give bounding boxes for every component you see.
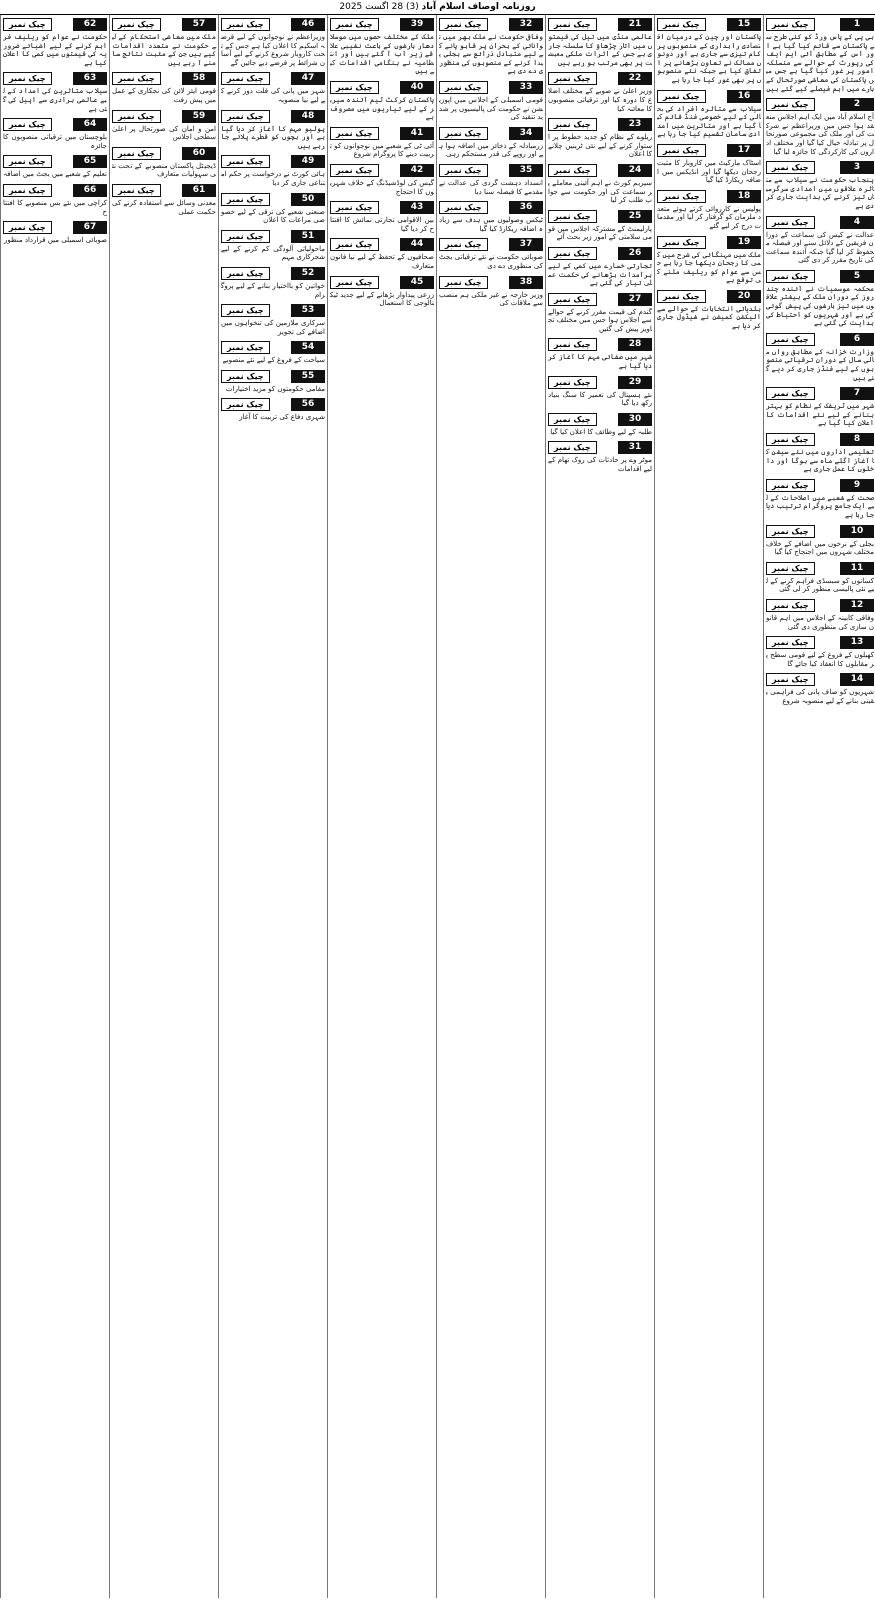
- notice-text: مقامی حکومتوں کو مزید اختیارات: [225, 384, 325, 393]
- notice-label: چیک نمبر: [330, 201, 379, 214]
- notice-text: ملک کے مختلف حصوں میں موسلا دھار بارشوں کے باعث نشیبی علاقے زیر آب آ گئے ہیں اور انتظامیہ نے ہنگامی اقدامات کیے ہیں: [330, 33, 434, 76]
- notice-number: 10: [840, 525, 874, 538]
- notice-item: [1, 115, 109, 152]
- notice-text: پنجاب حکومت نے سیلاب سے متاثرہ علاقوں میں امدادی سرگرمیاں تیز کرنے کی ہدایت جاری کر دی ہے: [766, 176, 874, 210]
- notice-item: [546, 115, 654, 161]
- notice-item: [219, 301, 327, 338]
- notice-label: چیک نمبر: [3, 118, 52, 131]
- notice-item: [655, 187, 763, 233]
- notice-item: [764, 15, 875, 95]
- notice-item: [764, 559, 875, 596]
- notice-text: اسٹاک مارکیٹ میں کاروبار کا مثبت رجحان دیکھا گیا اور انڈیکس میں اضافہ ریکارڈ کیا گیا: [657, 158, 761, 185]
- notice-item: [110, 15, 218, 69]
- notice-item: [764, 430, 875, 476]
- notice-text: پولیو مہم کا آغاز کر دیا گیا ہے اور بچوں کو قطرے پلائے جا رہے ہیں: [221, 124, 325, 150]
- notice-number: 52: [291, 267, 325, 280]
- notice-item: [1, 69, 109, 115]
- notice-label: چیک نمبر: [221, 370, 270, 383]
- notice-item: [219, 264, 327, 301]
- notice-item: [764, 267, 875, 330]
- notice-text: کھیلوں کے فروغ کے لیے قومی سطح پر مقابلوں کا انعقاد کیا جائے گا: [766, 651, 874, 668]
- notice-label: چیک نمبر: [766, 98, 815, 111]
- notice-number: 12: [840, 599, 874, 612]
- notice-item: [764, 330, 875, 384]
- notice-text: صنعتی شعبے کی ترقی کے لیے خصوصی مراعات کا اعلان: [221, 207, 325, 225]
- notice-item: [437, 161, 545, 198]
- notice-text: ٹیکس وصولیوں میں ہدف سے زیادہ اضافہ ریکارڈ کیا گیا: [439, 216, 543, 233]
- notice-item: [437, 235, 545, 272]
- notice-label: چیک نمبر: [548, 118, 597, 131]
- notice-label: چیک نمبر: [766, 433, 815, 446]
- notice-label: چیک نمبر: [112, 147, 161, 160]
- notice-number: 64: [73, 118, 107, 131]
- notice-item: [546, 244, 654, 290]
- notice-label: چیک نمبر: [548, 413, 597, 426]
- notice-label: چیک نمبر: [766, 387, 815, 400]
- notice-text: آج اسلام آباد میں ایک اہم اجلاس منعقد ہوا جس میں وزیراعظم نے شرکت کی اور ملک کی مجموعی صورتحال پر تبادلہ خیال کیا گیا اور مختلف اداروں کی کارکردگی کا جائزہ لیا گیا: [766, 113, 874, 156]
- notice-number: 16: [727, 90, 761, 103]
- notice-number: 21: [618, 18, 652, 31]
- notice-number: 57: [182, 18, 216, 31]
- notice-item: [437, 124, 545, 161]
- notice-text: شہر میں صفائی مہم کا آغاز کر دیا گیا ہے: [548, 353, 652, 371]
- column-2: [654, 15, 763, 1598]
- notice-item: [110, 181, 218, 218]
- notice-label: چیک نمبر: [330, 81, 379, 94]
- notice-number: 18: [727, 190, 761, 203]
- notice-number: 45: [400, 276, 434, 289]
- notice-text: ماحولیاتی آلودگی کم کرنے کے لیے شجرکاری مہم: [221, 244, 325, 262]
- notice-text: سرکاری ملازمین کی تنخواہوں میں اضافے کی تجویز: [221, 319, 325, 336]
- notice-text: وزارت خزانہ کے مطابق رواں مالی سال کے دوران ترقیاتی منصوبوں کے لیے فنڈز جاری کر دیے گئے ہیں: [766, 347, 874, 382]
- column-1: [763, 15, 875, 1598]
- notice-item: [437, 78, 545, 124]
- notice-label: چیک نمبر: [439, 238, 488, 251]
- notice-item: [1, 15, 109, 69]
- notice-text: وفاقی حکومت نے ملک بھر میں توانائی کے بحران پر قابو پانے کے لیے متبادل ذرائع سے بجلی پیدا کرنے کے منصوبوں کی منظوری دے دی ہے: [439, 33, 543, 76]
- notice-label: چیک نمبر: [548, 72, 597, 85]
- column-5: [327, 15, 436, 1598]
- notice-number: 49: [291, 155, 325, 168]
- notice-number: 38: [509, 276, 543, 289]
- notice-text: گیس کی لوڈشیڈنگ کے خلاف شہریوں کا احتجاج: [330, 178, 434, 196]
- notice-label: چیک نمبر: [548, 338, 597, 351]
- notice-item: [219, 190, 327, 227]
- notice-label: چیک نمبر: [548, 293, 597, 306]
- notice-item: [328, 15, 436, 78]
- notice-number: 40: [400, 81, 434, 94]
- notice-number: 15: [727, 18, 761, 31]
- notice-item: [764, 384, 875, 430]
- notice-text: زرمبادلہ کے ذخائر میں اضافہ ہوا ہے اور روپے کی قدر مستحکم رہی: [439, 141, 543, 159]
- notice-number: 41: [400, 127, 434, 140]
- column-7: [109, 15, 218, 1598]
- notice-text: سیلاب متاثرین کی امداد کے لیے عالمی برادری سے اپیل کی گئی ہے: [3, 87, 107, 113]
- notice-label: چیک نمبر: [3, 72, 52, 85]
- issue-date: 28 اگست 2025: [339, 2, 404, 12]
- notice-label: چیک نمبر: [766, 525, 815, 538]
- notice-number: 59: [182, 110, 216, 123]
- notice-label: چیک نمبر: [548, 210, 597, 223]
- notice-text: ملک میں معاشی استحکام کے لیے حکومت نے متعدد اقدامات کیے ہیں جن کے مثبت نتائج سامنے آ رہے ہیں: [112, 33, 216, 67]
- notice-item: [1, 181, 109, 218]
- notice-label: چیک نمبر: [221, 193, 270, 206]
- notice-label: چیک نمبر: [3, 155, 52, 168]
- notice-number: 62: [73, 18, 107, 31]
- notice-number: 5: [840, 270, 874, 283]
- notice-number: 48: [291, 110, 325, 123]
- notice-number: 53: [291, 304, 325, 317]
- notice-number: 44: [400, 238, 434, 251]
- notice-item: [655, 15, 763, 87]
- notice-number: 29: [618, 376, 652, 389]
- notice-label: چیک نمبر: [548, 441, 597, 454]
- notice-item: [328, 161, 436, 198]
- notice-text: شہر میں ٹریفک کے نظام کو بہتر بنانے کے لیے نئے اقدامات کا اعلان کیا گیا ہے: [766, 402, 874, 428]
- notice-label: چیک نمبر: [221, 18, 270, 31]
- notice-text: صوبائی حکومت نے نئے ترقیاتی بجٹ کی منظوری دے دی: [439, 253, 543, 270]
- notice-number: 58: [182, 72, 216, 85]
- notice-text: قومی ایئر لائن کی نجکاری کے عمل میں پیش رفت: [112, 87, 216, 104]
- notice-text: حکومت نے عوام کو ریلیف فراہم کرنے کے لیے اشیائے ضروریہ کی قیمتوں میں کمی کا اعلان کیا ہے: [3, 33, 107, 67]
- notice-text: پاکستان اور چین کے درمیان اقتصادی راہداری کے منصوبوں پر کام تیزی سے جاری ہے اور دونوں ممالک نے تعاون بڑھانے پر اتفاق کیا ہے جبکہ نئے منصوبوں پر بھی غور کیا جا رہا ہے: [657, 33, 761, 84]
- notice-item: [219, 367, 327, 396]
- notice-item: [546, 410, 654, 439]
- notice-number: 27: [618, 293, 652, 306]
- notice-number: 25: [618, 210, 652, 223]
- notice-text: انسداد دہشت گردی کی عدالت نے مقدمے کا فیصلہ سنا دیا: [439, 178, 543, 196]
- notice-label: چیک نمبر: [221, 72, 270, 85]
- notice-text: وزیر خارجہ نے غیر ملکی ہم منصب سے ملاقات کی: [439, 290, 543, 308]
- notice-number: 2: [840, 98, 874, 111]
- notice-text: محکمہ موسمیات نے آئندہ چند روز کے دوران ملک کے بیشتر علاقوں میں تیز بارشوں کی پیش گوئی کی ہے اور شہریوں کو احتیاط کی ہدایت کی گئی ہے: [766, 284, 874, 328]
- notice-text: بی پی کے پاس ورڈ کو کئی طرح سے پاکستان سے قائم کیا گیا ہے اور اس کے مطابق آئی ایم ایف کی رپورٹ کے حوالے سے منسلکہ امور پر غور کیا گیا ہے جس میں پاکستان کی معاشی صورتحال کے بارے میں اہم فیصلے کیے گئے ہیں: [766, 33, 874, 93]
- notice-label: چیک نمبر: [439, 276, 488, 289]
- notice-label: چیک نمبر: [3, 221, 52, 234]
- notice-label: چیک نمبر: [3, 184, 52, 197]
- notice-number: 63: [73, 72, 107, 85]
- notice-item: [1, 218, 109, 247]
- notice-item: [219, 395, 327, 424]
- notice-text: شہری دفاع کی تربیت کا آغاز: [239, 413, 325, 422]
- notice-label: چیک نمبر: [3, 18, 52, 31]
- notice-text: ہائی کورٹ نے درخواست پر حکم امتناعی جاری کر دیا: [221, 170, 325, 187]
- notice-label: چیک نمبر: [221, 155, 270, 168]
- notice-label: چیک نمبر: [657, 18, 706, 31]
- notice-label: چیک نمبر: [439, 201, 488, 214]
- notice-item: [219, 69, 327, 106]
- notice-number: 33: [509, 81, 543, 94]
- notice-label: چیک نمبر: [766, 599, 815, 612]
- notice-label: چیک نمبر: [766, 562, 815, 575]
- notice-label: چیک نمبر: [221, 304, 270, 317]
- notice-label: چیک نمبر: [221, 267, 270, 280]
- notice-item: [546, 207, 654, 244]
- notice-text: کراچی میں نئے بس منصوبے کا افتتاح: [3, 198, 107, 216]
- notice-item: [1, 152, 109, 181]
- notice-text: وزیر اعلیٰ نے صوبے کے مختلف اضلاع کا دورہ کیا اور ترقیاتی منصوبوں کا معائنہ کیا: [548, 87, 652, 113]
- notice-label: چیک نمبر: [330, 18, 379, 31]
- notice-number: 67: [73, 221, 107, 234]
- notice-number: 43: [400, 201, 434, 214]
- notice-item: [328, 78, 436, 124]
- notice-text: آئی ٹی کے شعبے میں نوجوانوں کو تربیت دینے کا پروگرام شروع: [330, 141, 434, 159]
- notice-item: [764, 596, 875, 633]
- notice-label: چیک نمبر: [221, 341, 270, 354]
- notice-label: چیک نمبر: [766, 161, 815, 174]
- notice-item: [655, 141, 763, 187]
- notice-number: 42: [400, 164, 434, 177]
- notice-text: ڈیجیٹل پاکستان منصوبے کے تحت نئی سہولیات متعارف: [112, 161, 216, 179]
- notice-text: شہریوں کو صاف پانی کی فراہمی یقینی بنانے کے لیے منصوبہ شروع: [766, 688, 874, 705]
- notice-number: 46: [291, 18, 325, 31]
- notice-number: 51: [291, 230, 325, 243]
- notice-text: بجلی کے نرخوں میں اضافے کے خلاف مختلف شہروں میں احتجاج کیا گیا: [766, 539, 874, 557]
- notice-item: [546, 290, 654, 336]
- notice-text: ریلوے کے نظام کو جدید خطوط پر استوار کرنے کے لیے نئی ٹرینیں چلانے کا اعلان: [548, 133, 652, 159]
- notice-number: 66: [73, 184, 107, 197]
- notice-label: چیک نمبر: [657, 190, 706, 203]
- notice-text: شہر میں پانی کی قلت دور کرنے کے لیے نیا منصوبہ: [221, 87, 325, 104]
- notice-label: چیک نمبر: [766, 479, 815, 492]
- notice-number: 61: [182, 184, 216, 197]
- notice-number: 19: [727, 236, 761, 249]
- notice-text: تعلیمی اداروں میں نئے سیشن کا آغاز اگلے ماہ سے ہوگا اور داخلوں کا عمل جاری ہے: [766, 448, 874, 474]
- notice-text: وفاقی کابینہ کے اجلاس میں اہم قانون سازی کی منظوری دی گئی: [766, 613, 874, 631]
- notice-number: 55: [291, 370, 325, 383]
- notice-item: [546, 15, 654, 69]
- notice-number: 28: [618, 338, 652, 351]
- notice-text: معدنی وسائل سے استفادہ کرنے کی حکمت عملی: [112, 198, 216, 216]
- notice-label: چیک نمبر: [439, 164, 488, 177]
- notice-text: سپریم کورٹ نے اہم آئینی معاملے پر سماعت کی اور حکومت سے جواب طلب کر لیا: [548, 178, 652, 205]
- notice-text: سیلاب سے متاثرہ افراد کی بحالی کے لیے خصوصی فنڈ قائم کیا گیا ہے اور متاثرین میں امدادی سامان تقسیم کیا جا رہا ہے: [657, 104, 761, 139]
- notice-number: 14: [840, 673, 874, 686]
- notice-text: پاکستان کرکٹ ٹیم آئندہ سیریز کے لیے تیاریوں میں مصروف ہے: [330, 95, 434, 122]
- notice-label: چیک نمبر: [112, 72, 161, 85]
- notice-label: چیک نمبر: [221, 230, 270, 243]
- notice-item: [764, 522, 875, 559]
- notice-text: پولیس نے کارروائی کرتے ہوئے متعدد ملزمان کو گرفتار کر لیا اور مقدمات درج کر لیے گئے: [657, 204, 761, 230]
- notice-label: چیک نمبر: [766, 216, 815, 229]
- notice-text: وزیراعظم نے نوجوانوں کے لیے قرضہ اسکیم کا اعلان کیا ہے جس کے تحت کاروبار شروع کرنے کے لیے آسان شرائط پر قرضے دیے جائیں گے: [221, 33, 325, 67]
- notice-label: چیک نمبر: [439, 81, 488, 94]
- notice-text: تعلیم کے شعبے میں بجٹ میں اضافہ: [3, 170, 107, 179]
- notice-text: خواتین کو بااختیار بنانے کے لیے پروگرام: [221, 281, 325, 299]
- notice-text: عالمی منڈی میں تیل کی قیمتوں میں اتار چڑھاؤ کا سلسلہ جاری ہے جس کے اثرات ملکی معیشت پر بھی مرتب ہو رہے ہیں: [548, 33, 652, 67]
- notice-text: سیاحت کے فروغ کے لیے نئے منصوبے: [222, 356, 325, 365]
- notice-item: [219, 107, 327, 153]
- notice-item: [764, 633, 875, 670]
- notice-label: چیک نمبر: [221, 398, 270, 411]
- notice-label: چیک نمبر: [112, 18, 161, 31]
- notice-label: چیک نمبر: [330, 238, 379, 251]
- notice-number: 32: [509, 18, 543, 31]
- notice-number: 1: [840, 18, 874, 31]
- notice-label: چیک نمبر: [548, 376, 597, 389]
- notice-item: [655, 233, 763, 287]
- notice-number: 22: [618, 72, 652, 85]
- notice-label: چیک نمبر: [548, 18, 597, 31]
- notice-label: چیک نمبر: [112, 184, 161, 197]
- notice-label: چیک نمبر: [766, 636, 815, 649]
- notice-number: 17: [727, 144, 761, 157]
- notice-text: صوبائی اسمبلی میں قرارداد منظور: [4, 236, 107, 245]
- notice-number: 26: [618, 247, 652, 260]
- notice-label: چیک نمبر: [221, 110, 270, 123]
- notice-label: چیک نمبر: [439, 18, 488, 31]
- notice-number: 31: [618, 441, 652, 454]
- notice-text: بین الاقوامی تجارتی نمائش کا افتتاح کر دیا گیا: [330, 216, 434, 233]
- notice-text: طلبہ کے لیے وظائف کا اعلان کیا گیا: [550, 427, 652, 436]
- notice-item: [437, 273, 545, 310]
- column-4: [436, 15, 545, 1598]
- notice-number: 20: [727, 290, 761, 303]
- notice-number: 39: [400, 18, 434, 31]
- notice-label: چیک نمبر: [766, 270, 815, 283]
- notice-number: 30: [618, 413, 652, 426]
- notice-text: نئے ہسپتال کی تعمیر کا سنگ بنیاد رکھ دیا گیا: [548, 390, 652, 408]
- notice-text: عدالت نے کیس کی سماعت کے دوران فریقین کے دلائل سنے اور فیصلہ محفوظ کر لیا گیا جبکہ آئندہ سماعت کی تاریخ مقرر کر دی گئی: [766, 230, 874, 265]
- notice-text: موٹر وے پر حادثات کی روک تھام کے لیے اقدامات: [548, 456, 652, 474]
- notice-item: [546, 438, 654, 475]
- notice-text: بلوچستان میں ترقیاتی منصوبوں کا جائزہ: [3, 133, 107, 150]
- notice-text: گندم کی قیمت مقرر کرنے کے حوالے سے اجلاس ہوا جس میں مختلف تجاویز پیش کی گئیں: [548, 307, 652, 333]
- notice-number: 7: [840, 387, 874, 400]
- notice-item: [546, 373, 654, 410]
- notice-number: 24: [618, 164, 652, 177]
- notice-number: 50: [291, 193, 325, 206]
- notice-number: 47: [291, 72, 325, 85]
- notice-item: [219, 338, 327, 367]
- notice-text: زرعی پیداوار بڑھانے کے لیے جدید ٹیکنالوجی کا استعمال: [330, 290, 434, 308]
- page-number: (3): [405, 2, 419, 12]
- newspaper-header: [0, 0, 875, 15]
- notice-text: بلدیاتی انتخابات کے حوالے سے الیکشن کمیشن نے شیڈول جاری کر دیا ہے: [657, 304, 761, 331]
- notice-label: چیک نمبر: [330, 127, 379, 140]
- notice-number: 11: [840, 562, 874, 575]
- notice-item: [110, 69, 218, 106]
- notice-number: 36: [509, 201, 543, 214]
- notice-label: چیک نمبر: [657, 144, 706, 157]
- notice-number: 6: [840, 333, 874, 346]
- notice-item: [764, 213, 875, 267]
- notice-item: [328, 124, 436, 161]
- notice-item: [219, 15, 327, 69]
- notice-item: [655, 87, 763, 141]
- notice-number: 34: [509, 127, 543, 140]
- notice-item: [764, 670, 875, 707]
- notice-number: 13: [840, 636, 874, 649]
- notice-item: [546, 69, 654, 115]
- notice-item: [328, 198, 436, 235]
- notice-label: چیک نمبر: [766, 18, 815, 31]
- notice-item: [764, 95, 875, 158]
- notice-label: چیک نمبر: [439, 127, 488, 140]
- notice-text: امن و امان کی صورتحال پر اعلیٰ سطحی اجلاس: [112, 124, 216, 142]
- notice-label: چیک نمبر: [766, 673, 815, 686]
- notice-number: 35: [509, 164, 543, 177]
- notice-item: [764, 476, 875, 522]
- notice-item: [437, 198, 545, 235]
- notice-item: [110, 144, 218, 181]
- notice-text: کسانوں کو سبسڈی فراہم کرنے کے لیے نئی پالیسی منظور کر لی گئی: [766, 576, 874, 594]
- notice-number: 23: [618, 118, 652, 131]
- notice-text: صحت کے شعبے میں اصلاحات کے لیے ایک جامع پروگرام ترتیب دیا جا رہا ہے: [766, 493, 874, 519]
- notice-number: 3: [840, 161, 874, 174]
- notice-number: 37: [509, 238, 543, 251]
- notice-label: چیک نمبر: [548, 247, 597, 260]
- notice-label: چیک نمبر: [330, 276, 379, 289]
- newspaper-title: روزنامہ اوصاف اسلام آباد: [421, 2, 536, 12]
- notice-number: 56: [291, 398, 325, 411]
- notice-label: چیک نمبر: [657, 290, 706, 303]
- notice-text: صحافیوں کے تحفظ کے لیے نیا قانون متعارف: [330, 253, 434, 270]
- notice-number: 65: [73, 155, 107, 168]
- notice-number: 54: [291, 341, 325, 354]
- notice-label: چیک نمبر: [766, 333, 815, 346]
- notice-text: تجارتی خسارے میں کمی کے لیے برآمدات بڑھانے کی حکمت عملی تیار کی گئی ہے: [548, 261, 652, 288]
- notice-item: [219, 227, 327, 264]
- column-6: [218, 15, 327, 1598]
- notice-item: [764, 158, 875, 212]
- notice-label: چیک نمبر: [112, 110, 161, 123]
- notice-item: [110, 107, 218, 144]
- notice-number: 4: [840, 216, 874, 229]
- notice-label: چیک نمبر: [330, 164, 379, 177]
- notice-number: 8: [840, 433, 874, 446]
- column-8: [0, 15, 109, 1598]
- notice-item: [219, 152, 327, 189]
- notice-text: پارلیمنٹ کے مشترکہ اجلاس میں قومی سلامتی کے امور زیر بحث آئے: [548, 224, 652, 242]
- notice-item: [655, 287, 763, 333]
- notice-item: [328, 235, 436, 272]
- notice-item: [437, 15, 545, 78]
- notice-item: [328, 273, 436, 310]
- column-3: [545, 15, 654, 1598]
- notice-number: 9: [840, 479, 874, 492]
- notice-text: ملک میں مہنگائی کی شرح میں کمی کا رجحان دیکھا جا رہا ہے جس سے عوام کو ریلیف ملنے کی توقع ہے: [657, 250, 761, 285]
- notice-label: چیک نمبر: [657, 236, 706, 249]
- notice-label: چیک نمبر: [548, 164, 597, 177]
- notice-label: چیک نمبر: [657, 90, 706, 103]
- notice-item: [546, 161, 654, 207]
- notice-item: [546, 335, 654, 372]
- notice-number: 60: [182, 147, 216, 160]
- notice-text: قومی اسمبلی کے اجلاس میں اپوزیشن نے حکومت کی پالیسیوں پر شدید تنقید کی: [439, 95, 543, 122]
